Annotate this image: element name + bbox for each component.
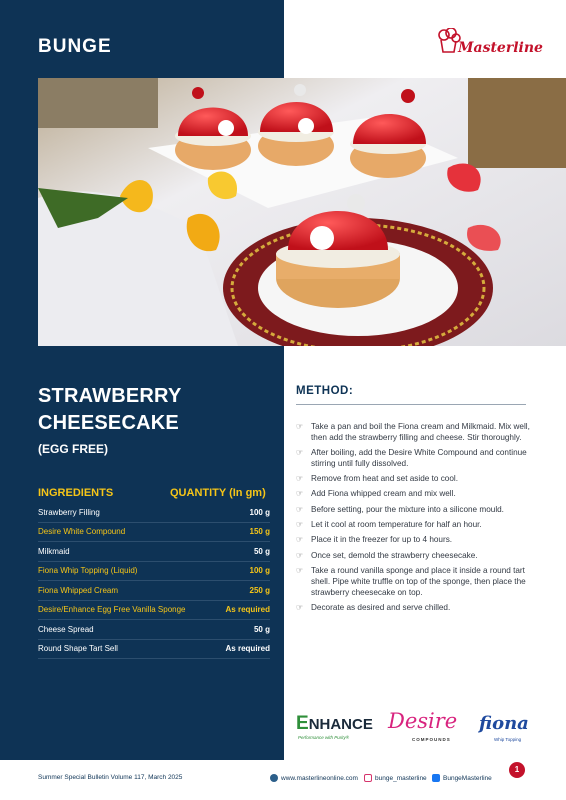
step-text: Once set, demold the strawberry cheesecake. [311, 550, 478, 560]
step-text: Decorate as desired and serve chilled. [311, 602, 451, 612]
step-text: Take a round vanilla sponge and place it inside a round tart shell. Pipe white truffle on top of the sponge, then place the strawberry cheesecake on top. [311, 565, 526, 597]
ingredients-table [38, 503, 270, 659]
fiona-tagline: Whip Topping [494, 737, 522, 742]
recipe-subtitle: (EGG FREE) [38, 442, 109, 456]
enhance-e-mark: E [296, 713, 309, 734]
pointing-hand-icon: ☞ [296, 474, 304, 484]
ingredient-qty: 100 g [249, 566, 270, 576]
instagram-text: bunge_masterline [375, 774, 427, 782]
ingredient-qty: 50 g [253, 546, 270, 556]
ingredient-row [38, 542, 270, 562]
ingredient-name: Strawberry Filling [38, 507, 100, 517]
bunge-logo: BUNGE [38, 36, 112, 57]
enhance-tagline: Performance with Purity® [298, 735, 350, 740]
ingredient-name: Desire/Enhance Egg Free Vanilla Sponge [38, 605, 186, 615]
ingredients-heading: INGREDIENTS [38, 487, 114, 499]
ingredient-name: Fiona Whip Topping (Liquid) [38, 566, 138, 576]
step-text: Place it in the freezer for up to 4 hours. [311, 535, 453, 545]
website-link[interactable] [270, 774, 358, 782]
pointing-hand-icon: ☞ [296, 565, 304, 575]
step-text: Remove from heat and set aside to cool. [311, 474, 458, 484]
pointing-hand-icon: ☞ [296, 422, 304, 431]
ingredient-name: Desire White Compound [38, 527, 126, 537]
ingredient-row [38, 601, 270, 621]
facebook-text: BungeMasterline [443, 774, 492, 782]
title-line-1: STRAWBERRY [38, 385, 182, 407]
step-text: Add Fiona whipped cream and mix well. [311, 489, 456, 499]
method-step [296, 489, 532, 500]
title-line-2: CHEESECAKE [38, 412, 179, 434]
masterline-wordmark: Masterline [458, 40, 543, 56]
ingredient-row [38, 620, 270, 640]
page-number: 1 [509, 762, 525, 778]
pointing-hand-icon: ☞ [296, 535, 304, 545]
instagram-link[interactable] [364, 774, 427, 782]
ingredient-qty: As required [225, 644, 270, 654]
ingredient-row [38, 503, 270, 523]
product-logos [296, 707, 536, 749]
ingredient-qty: 250 g [249, 585, 270, 595]
ingredient-row [38, 581, 270, 601]
method-step [296, 520, 532, 531]
method-step [296, 505, 532, 516]
method-step [296, 535, 532, 546]
ingredient-qty: 50 g [253, 624, 270, 634]
quantity-heading: QUANTITY (In gm) [170, 487, 266, 499]
method-divider [296, 404, 526, 405]
facebook-link[interactable] [432, 774, 492, 782]
globe-icon [270, 774, 278, 782]
strawberry-cheesecake-photo [38, 78, 566, 346]
ingredient-name: Round Shape Tart Sell [38, 644, 118, 654]
ingredient-row [38, 562, 270, 582]
pointing-hand-icon: ☞ [296, 520, 304, 530]
enhance-logo [296, 713, 373, 735]
ingredient-name: Cheese Spread [38, 624, 94, 634]
pointing-hand-icon: ☞ [296, 602, 304, 612]
ingredient-qty: 150 g [249, 527, 270, 537]
ingredient-qty: As required [225, 605, 270, 615]
step-text: After boiling, add the Desire White Compound and continue stirring until fully dissolved. [311, 448, 527, 468]
step-text: Let it cool at room temperature for half an hour. [311, 520, 482, 530]
masterline-logo [436, 28, 543, 64]
ingredient-row [38, 640, 270, 660]
method-step [296, 603, 532, 614]
enhance-wordmark: NHANCE [308, 716, 373, 733]
website-text: www.masterlineonline.com [281, 774, 358, 782]
pointing-hand-icon: ☞ [296, 550, 304, 560]
method-step [296, 551, 532, 562]
pointing-hand-icon: ☞ [296, 504, 304, 514]
recipe-title [38, 383, 181, 437]
facebook-icon [432, 774, 440, 782]
step-text: Take a pan and boil the Fiona cream and Milkmaid. Mix well, then add the strawberry filling and cheese. Stir thoroughly. [311, 422, 530, 442]
method-steps [296, 422, 532, 618]
ingredient-name: Fiona Whipped Cream [38, 585, 119, 595]
method-heading: METHOD: [296, 385, 354, 397]
instagram-icon [364, 774, 372, 782]
pointing-hand-icon: ☞ [296, 448, 304, 458]
step-text: Before setting, pour the mixture into a silicone mould. [311, 504, 504, 514]
desire-logo: Desire [388, 709, 458, 733]
method-step [296, 422, 532, 444]
pointing-hand-icon: ☞ [296, 489, 304, 499]
fiona-logo: fiona [479, 713, 529, 734]
ingredient-qty: 100 g [249, 507, 270, 517]
method-step [296, 566, 532, 598]
bulletin-info: Summer Special Bulletin Volume 117, March 2025 [38, 774, 183, 781]
ingredient-name: Milkmaid [38, 546, 70, 556]
method-step [296, 448, 532, 470]
desire-tagline: COMPOUNDS [412, 737, 451, 742]
ingredient-row [38, 523, 270, 543]
method-step [296, 474, 532, 485]
